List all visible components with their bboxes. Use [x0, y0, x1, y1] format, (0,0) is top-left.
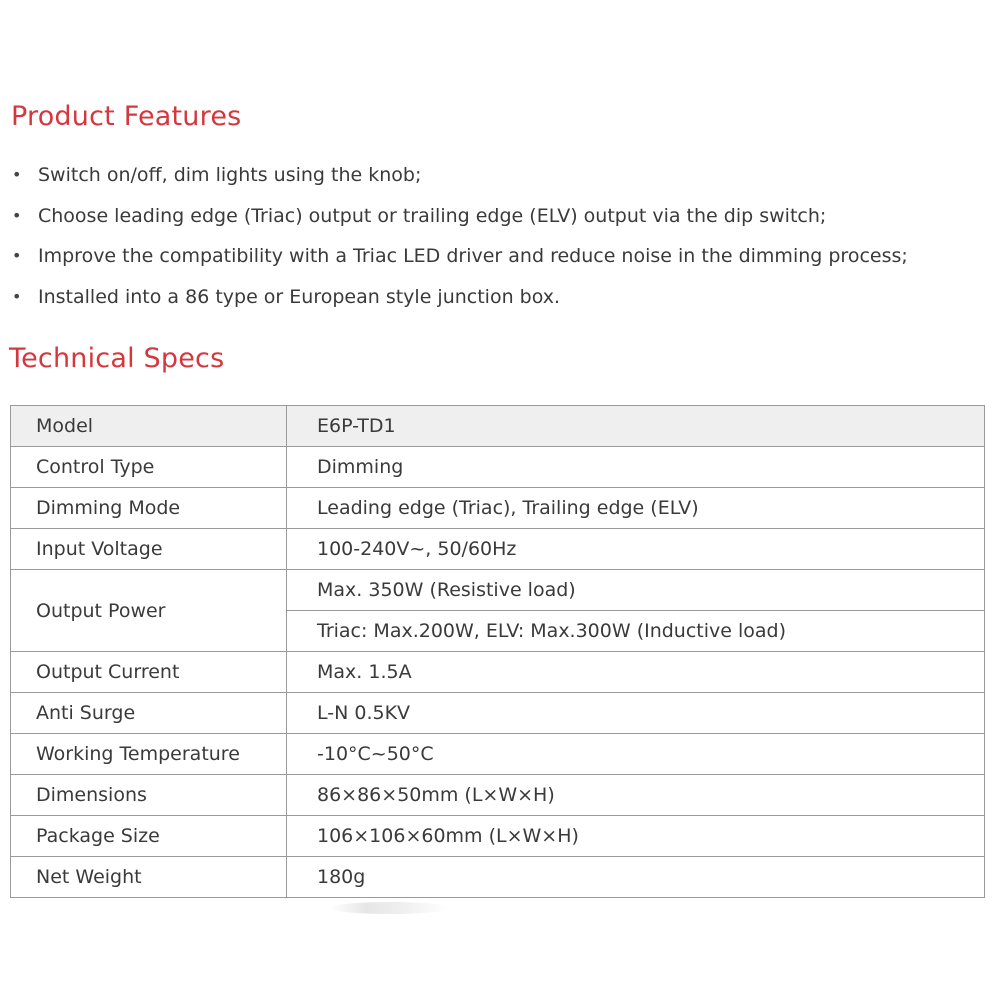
features-list	[12, 155, 908, 317]
spec-row	[11, 693, 985, 734]
spec-value: Dimming	[287, 447, 985, 488]
spec-label: Anti Surge	[11, 693, 287, 734]
scan-smudge	[330, 902, 450, 914]
spec-value: Triac: Max.200W, ELV: Max.300W (Inductive load)	[287, 611, 985, 652]
spec-row	[11, 488, 985, 529]
feature-item	[12, 155, 908, 196]
spec-value: Max. 1.5A	[287, 652, 985, 693]
technical-specs-heading: Technical Specs	[9, 343, 225, 374]
feature-text: Installed into a 86 type or European style junction box.	[38, 285, 561, 308]
spec-row	[11, 652, 985, 693]
spec-value: 106×106×60mm (L×W×H)	[287, 816, 985, 857]
spec-value: L-N 0.5KV	[287, 693, 985, 734]
spec-row	[11, 734, 985, 775]
spec-value: 100-240V~, 50/60Hz	[287, 529, 985, 570]
feature-text: Choose leading edge (Triac) output or trailing edge (ELV) output via the dip switch;	[38, 204, 827, 227]
spec-label: Working Temperature	[11, 734, 287, 775]
spec-label: Dimensions	[11, 775, 287, 816]
feature-item	[12, 277, 908, 318]
spec-value: Max. 350W (Resistive load)	[287, 570, 985, 611]
spec-row	[11, 816, 985, 857]
feature-item	[12, 236, 908, 277]
spec-value: Leading edge (Triac), Trailing edge (ELV)	[287, 488, 985, 529]
feature-item	[12, 196, 908, 237]
spec-value: -10°C~50°C	[287, 734, 985, 775]
spec-value: 180g	[287, 857, 985, 898]
spec-label: Dimming Mode	[11, 488, 287, 529]
bullet-icon: •	[12, 165, 22, 184]
spec-row	[11, 570, 985, 611]
product-features-heading: Product Features	[11, 101, 242, 132]
spec-label: Package Size	[11, 816, 287, 857]
spec-label: Input Voltage	[11, 529, 287, 570]
feature-text: Improve the compatibility with a Triac LED driver and reduce noise in the dimming process;	[38, 245, 908, 267]
spec-row	[11, 857, 985, 898]
bullet-icon: •	[12, 246, 22, 265]
spec-row	[11, 447, 985, 488]
bullet-icon: •	[12, 286, 22, 306]
spec-row	[11, 775, 985, 816]
spec-label: Net Weight	[11, 857, 287, 898]
spec-label: Control Type	[11, 447, 287, 488]
bullet-icon: •	[12, 205, 22, 225]
feature-text: Switch on/off, dim lights using the knob;	[38, 164, 422, 186]
spec-row	[11, 529, 985, 570]
spec-value: 86×86×50mm (L×W×H)	[287, 775, 985, 816]
spec-label: Output Current	[11, 652, 287, 693]
spec-row	[11, 406, 985, 447]
spec-label: Output Power	[11, 570, 287, 652]
spec-value: E6P-TD1	[287, 406, 985, 447]
specs-table	[10, 405, 985, 898]
spec-label: Model	[11, 406, 287, 447]
